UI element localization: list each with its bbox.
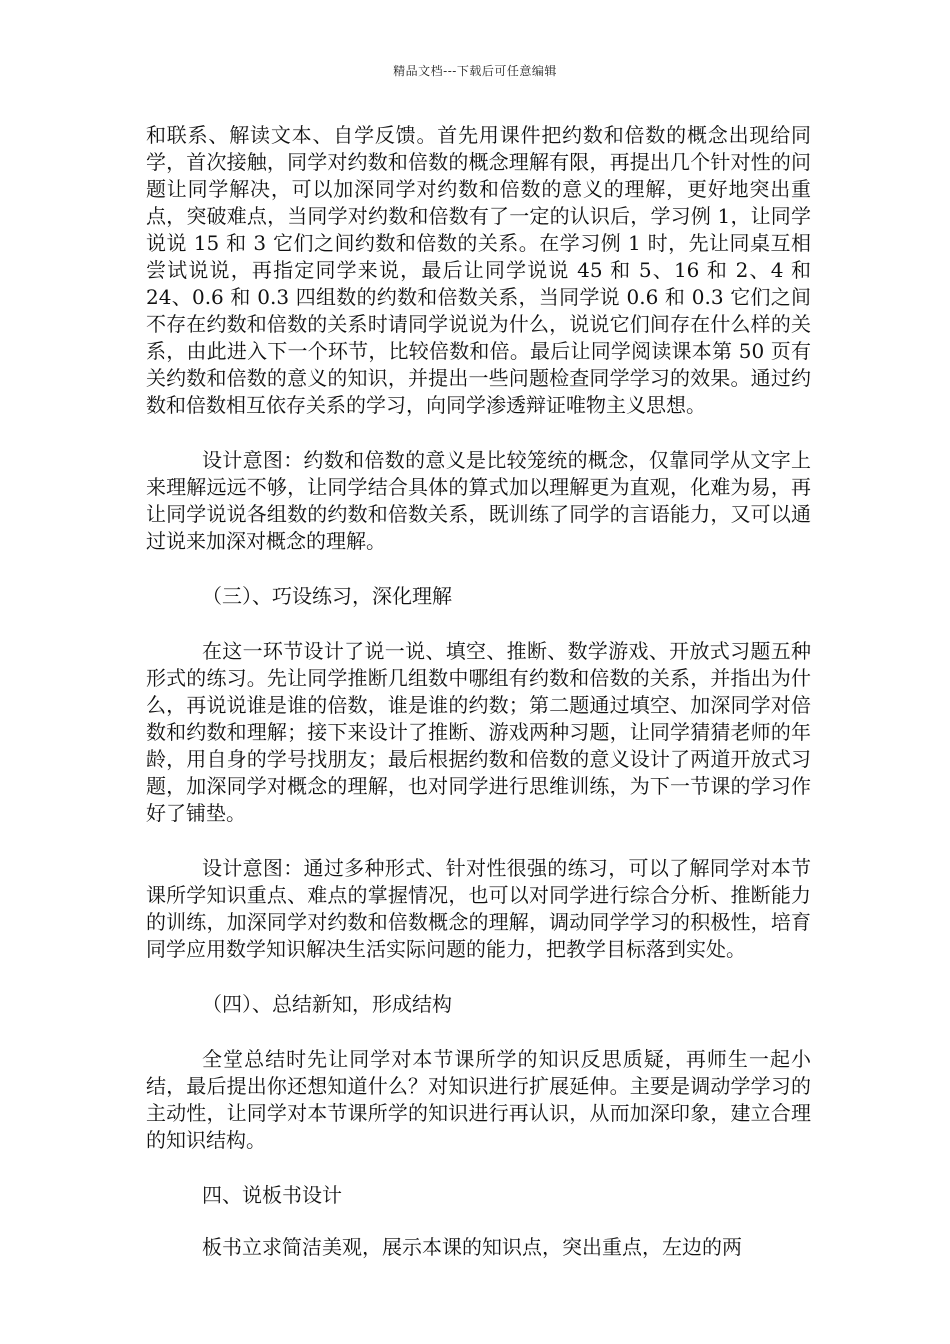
paragraph-board-design: 板书立求简洁美观，展示本课的知识点，突出重点，左边的两 [202, 1235, 742, 1259]
paragraph-summary: 全堂总结时先让同学对本节课所学的知识反思质疑，再师生一起小结，最后提出你还想知道什么？对知识进行扩展延伸。主要是调动学学习的主动性，让同学对本节课所学的知识进行再认识，从而加深印象，建立合理的知识结构。 [146, 1047, 811, 1152]
paragraph-practice: 在这一环节设计了说一说、填空、推断、数学游戏、开放式习题五种形式的练习。先让同学推断几组数中哪组有约数和倍数的关系，并指出为什么，再说说谁是谁的倍数，谁是谁的约数；第二题通过填空、加深同学对倍数和约数和理解；接下来设计了推断、游戏两种习题，让同学猜猜老师的年龄，用自身的学号找朋友；最后根据约数和倍数的意义设计了两道开放式习题，加深同学对概念的理解，也对同学进行思维训练，为下一节课的学习作好了铺垫。 [146, 639, 811, 825]
document-body [146, 122, 811, 1261]
paragraph-continuation: 和联系、解读文本、自学反馈。首先用课件把约数和倍数的概念出现给同学，首次接触，同学对约数和倍数的概念理解有限，再提出几个针对性的问题让同学解决，可以加深同学对约数和倍数的意义的理解，更好地突出重点，突破难点，当同学对约数和倍数有了一定的认识后，学习例 1，让同学说说 15 和 3 它们之间约数和倍数的关系。在学习例 1 时，先让同桌互相尝试说说，再指定同学来说，最后让同学说说 45 和 5、16 和 2、4 和 24、0.6 和 0.3 四组数的约数和倍数关系，当同学说 0.6 和 0.3 它们之间不存在约数和倍数的关系时请同学说说为什么，说说它们间存在什么样的关系，由此进入下一个环节，比较倍数和倍。最后让同学阅读课本第 50 页有关约数和倍数的意义的知识，并提出一些问题检查同学学习的效果。通过约数和倍数相互依存关系的学习，向同学渗透辩证唯物主义思想。 [146, 123, 811, 417]
section-heading-4: （四）、总结新知，形成结构 [202, 992, 452, 1016]
paragraph-design-intent-1: 设计意图：约数和倍数的意义是比较笼统的概念，仅靠同学从文字上来理解远远不够，让同学结合具体的算式加以理解更为直观，化难为易，再让同学说说各组数的约数和倍数关系，既训练了同学的言语能力，又可以通过说来加深对概念的理解。 [146, 448, 811, 553]
page-header: 精品文档---下载后可任意编辑 [393, 64, 557, 78]
section-heading-board: 四、说板书设计 [202, 1183, 342, 1207]
section-heading-3: （三）、巧设练习，深化理解 [202, 584, 452, 608]
paragraph-design-intent-2: 设计意图：通过多种形式、针对性很强的练习，可以了解同学对本节课所学知识重点、难点的掌握情况，也可以对同学进行综合分析、推断能力的训练，加深同学对约数和倍数概念的理解，调动同学学习的积极性，培育同学应用数学知识解决生活实际问题的能力，把教学目标落到实处。 [146, 856, 811, 961]
